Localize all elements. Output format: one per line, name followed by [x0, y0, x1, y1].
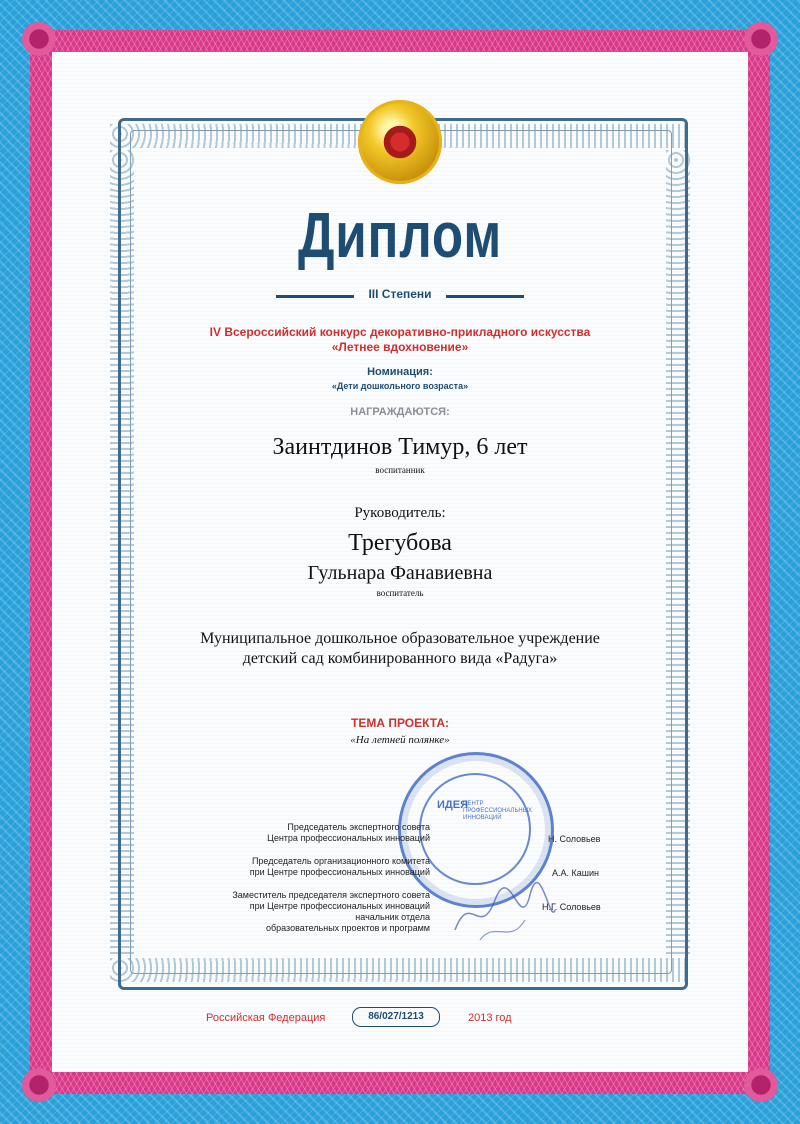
recipient-role: воспитанник [375, 465, 425, 475]
signature-title-2: Председатель организационного комитета при Центре профессиональных инноваций [249, 856, 430, 877]
supervisor-label: Руководитель: [354, 505, 446, 521]
degree-text: III Степени [368, 287, 432, 301]
project-label: ТЕМА ПРОЕКТА: [351, 716, 449, 730]
signature-title-3: Заместитель председателя экспертного совета при Центре профессиональных инноваций начальник отдела образовательных проектов и программ [232, 890, 430, 933]
project-value: «На летней полянке» [350, 734, 450, 746]
gold-seal-icon [358, 100, 442, 184]
diploma-title: Диплом [298, 199, 502, 271]
nomination-label: Номинация: [367, 366, 433, 378]
institution-line2: детский сад комбинированного вида «Радуга» [242, 650, 558, 667]
nomination-value: «Дети дошкольного возраста» [331, 381, 469, 391]
institution-line1: Муниципальное дошкольное образовательное учреждение [200, 630, 600, 647]
coat-of-arms-icon [381, 123, 419, 161]
stamp-center-text: ЦЕНТР ПРОФЕССИОНАЛЬНЫХ ИННОВАЦИЙ [463, 801, 533, 821]
contest-title: «Летнее вдохновение» [331, 340, 469, 354]
footer-year: 2013 год [468, 1012, 512, 1024]
registration-number: 86/027/1213 [352, 1007, 440, 1027]
stamp-ring [419, 773, 531, 885]
recipient-name: Заинтдинов Тимур, 6 лет [272, 434, 528, 460]
contest-name: IV Всероссийский конкурс декоративно-прикладного искусства [209, 325, 591, 339]
stamp-logo-text: ИДЕЯ [437, 799, 468, 811]
corner-ornament-icon [744, 1068, 778, 1102]
supervisor-name: Гульнара Фанавиевна [307, 562, 493, 584]
supervisor-role: воспитатель [376, 588, 424, 598]
awarded-label: НАГРАЖДАЮТСЯ: [350, 406, 450, 418]
footer-country: Российская Федерация [206, 1012, 326, 1024]
corner-ornament-icon [744, 22, 778, 56]
signature-name-3: Н.Г. Соловьев [542, 902, 601, 912]
signature-name-2: А.А. Кашин [552, 868, 599, 878]
supervisor-surname: Трегубова [348, 530, 452, 556]
handwritten-signature-icon [450, 880, 560, 950]
signature-title-1: Председатель экспертного совета Центра профессиональных инноваций [267, 822, 430, 843]
corner-ornament-icon [22, 22, 56, 56]
signature-name-1: Н. Соловьев [548, 834, 601, 844]
corner-ornament-icon [22, 1068, 56, 1102]
